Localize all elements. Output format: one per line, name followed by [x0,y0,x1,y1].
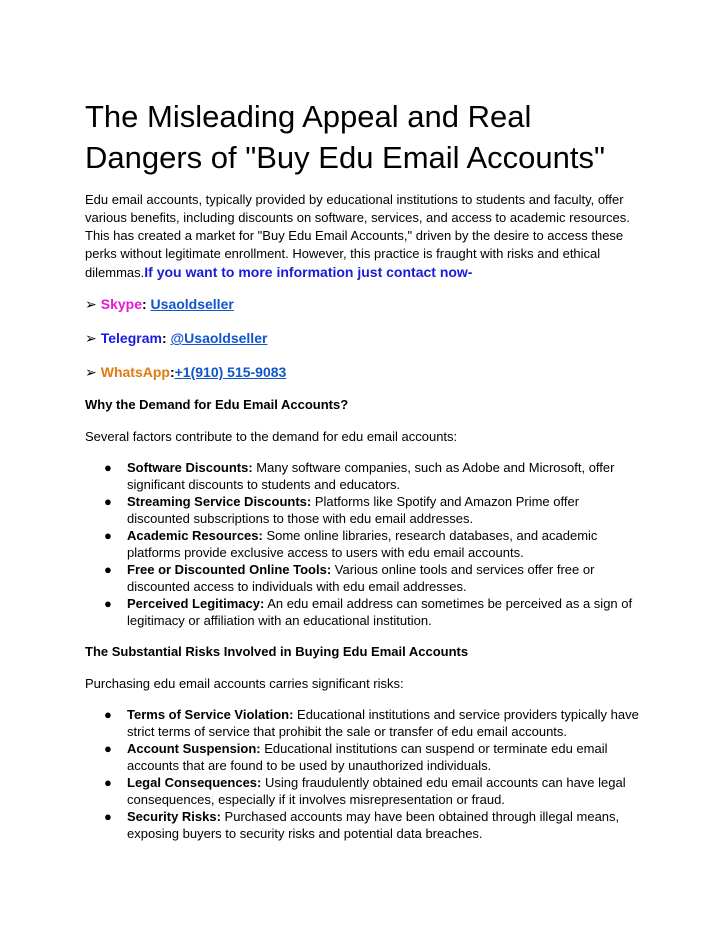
demand-list [85,459,645,629]
whatsapp-link[interactable]: +1(910) 515-9083 [174,364,287,380]
telegram-label: Telegram [100,330,162,346]
section-lead-risks: Purchasing edu email accounts carries significant risks: [85,676,404,691]
contact-whatsapp [85,362,286,382]
bullet-icon: ● [104,528,112,543]
list-item [85,459,645,493]
bullet-icon: ● [104,741,112,756]
item-text: Educational institutions can suspend or terminate edu email accounts that are found to be used by unauthorized individuals. [127,741,608,773]
bullet-icon: ● [104,809,112,824]
list-item [85,740,645,774]
item-term: Software Discounts: [127,460,253,475]
section-heading-risks: The Substantial Risks Involved in Buying Edu Email Accounts [85,644,469,659]
item-text: Platforms like Spotify and Amazon Prime offer discounted subscriptions to those with edu email addresses. [127,494,580,526]
list-item [85,527,645,561]
contact-telegram [85,328,267,348]
telegram-link[interactable]: @Usaoldseller [170,330,268,346]
risks-list [85,706,645,842]
section-lead-demand: Several factors contribute to the demand for edu email accounts: [85,429,458,444]
page-title: The Misleading Appeal and Real Dangers of "Buy Edu Email Accounts" [85,99,605,175]
skype-separator: : [141,296,151,312]
item-text: Various online tools and services offer free or discounted access to individuals with edu email addresses. [127,562,595,594]
list-item [85,706,645,740]
bullet-icon: ● [104,707,112,722]
bullet-icon: ● [104,596,112,611]
item-text: Some online libraries, research databases, and academic platforms provide exclusive access to users with edu email accounts. [127,528,598,560]
item-term: Account Suspension: [127,741,261,756]
item-text: An edu email address can sometimes be perceived as a sign of legitimacy or affiliation with an educational institution. [127,596,633,628]
list-item [85,808,645,842]
telegram-separator: : [161,330,171,346]
list-item [85,493,645,527]
item-text: Using fraudulently obtained edu email accounts can have legal consequences, especially if it involves misrepresentation or fraud. [127,775,626,807]
item-term: Academic Resources: [127,528,263,543]
item-term: Terms of Service Violation: [127,707,294,722]
arrow-icon: ➢ [85,364,97,380]
section-heading-demand: Why the Demand for Edu Email Accounts? [85,397,349,412]
item-text: Purchased accounts may have been obtained through illegal means, exposing buyers to security risks and potential data breaches. [127,809,620,841]
contact-cta: If you want to more information just contact now- [144,264,473,280]
bullet-icon: ● [104,460,112,475]
item-text: Educational institutions and service providers typically have strict terms of service that prohibit the sale or transfer of edu email accounts. [127,707,639,739]
bullet-icon: ● [104,775,112,790]
item-term: Streaming Service Discounts: [127,494,312,509]
intro-text: Edu email accounts, typically provided by educational institutions to students and faculty, offer various benefits, including discounts on software, services, and access to academic resources. This has created a market for "Buy Edu Email Accounts," driven by the desire to access these perks without legitimate enrollment. However, this practice is fraught with risks and ethical dilemmas. [85,192,630,280]
item-term: Perceived Legitimacy: [127,596,265,611]
bullet-icon: ● [104,562,112,577]
skype-label: Skype [100,296,142,312]
intro-paragraph [85,191,637,282]
arrow-icon: ➢ [85,330,97,346]
bullet-icon: ● [104,494,112,509]
list-item [85,595,645,629]
arrow-icon: ➢ [85,296,97,312]
item-term: Legal Consequences: [127,775,262,790]
whatsapp-separator: : [169,364,175,380]
item-term: Security Risks: [127,809,221,824]
skype-link[interactable]: Usaoldseller [150,296,234,312]
whatsapp-label: WhatsApp [100,364,170,380]
item-term: Free or Discounted Online Tools: [127,562,332,577]
list-item [85,561,645,595]
list-item [85,774,645,808]
item-text: Many software companies, such as Adobe and Microsoft, offer significant discounts to students and educators. [127,460,615,492]
contact-skype [85,294,234,314]
